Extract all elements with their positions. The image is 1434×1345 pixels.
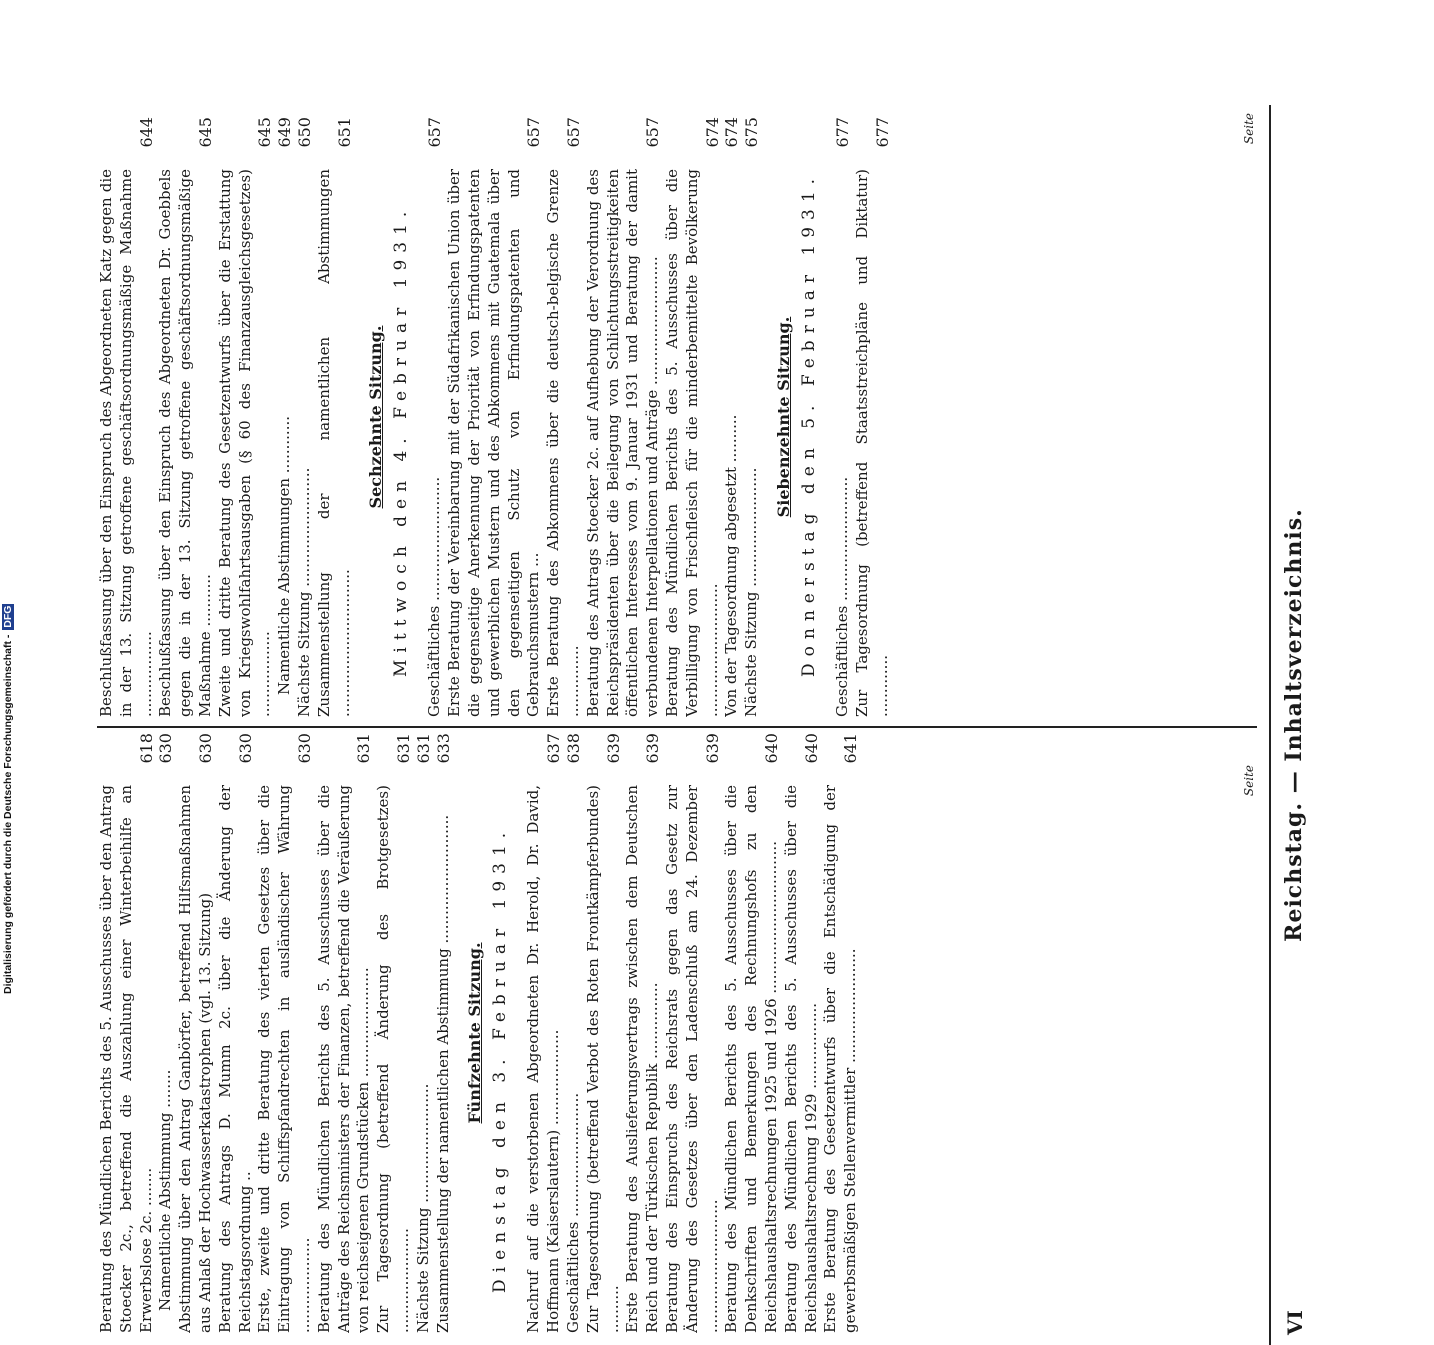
toc-entry-page: 630 bbox=[195, 733, 215, 764]
toc-entry-text: Beschlußfassung über den Einspruch des Abgeordneten Katz gegen die in der 13. Sitzung getroffene geschäftsordnungsmäßige Maßnahme .................. bbox=[97, 169, 155, 717]
page-header bbox=[1277, 105, 1317, 1345]
toc-entry bbox=[524, 733, 564, 1333]
toc-entry-page: 674 bbox=[722, 117, 742, 148]
toc-entry-page: 639 bbox=[603, 733, 623, 764]
toc-entry-text: Nächste Sitzung ......................... bbox=[413, 1083, 432, 1333]
toc-entry-page: 630 bbox=[235, 733, 255, 764]
toc-entry-text: Zur Tagesordnung (betreffend Staatsstreichpläne und Diktatur) ............. bbox=[852, 169, 891, 717]
toc-entry-text: Abstimmung über den Antrag Ganbörfer, betreffend Hilfsmaßnahmen aus Anlaß der Hochwasserkatastrophen (vgl. 13. Sitzung) bbox=[176, 785, 214, 1333]
toc-entry-text: Erste Beratung des Gesetzentwurfs über die Entschädigung der gewerbsmäßigen Stellenvermittler ........................ bbox=[821, 785, 860, 1333]
toc-entry-text: Zweite und dritte Beratung des Gesetzentwurfs über die Erstattung von Kriegswohlfahrtsausgaben (§ 60 des Finanzausgleichsgesetzes) .................. bbox=[215, 169, 274, 717]
toc-entry bbox=[425, 117, 445, 717]
toc-entry-page: 631 bbox=[393, 733, 413, 764]
toc-entry-page: 640 bbox=[761, 733, 781, 764]
toc-entry-text: Erste Beratung des Auslieferungsvertrags zwischen dem Deutschen Reich und der Türkischen Republik ................ bbox=[623, 785, 662, 1333]
dfg-logo: DFG bbox=[2, 605, 14, 628]
toc-entry bbox=[722, 117, 742, 717]
toc-entry-page: 645 bbox=[195, 117, 215, 148]
toc-entry-text: Von der Tagesordnung abgesetzt .......... bbox=[722, 414, 741, 717]
toc-entry-page: 657 bbox=[563, 117, 583, 148]
footer-credit bbox=[2, 604, 14, 994]
toc-entry bbox=[584, 117, 663, 717]
toc-entry-page: 674 bbox=[702, 117, 722, 148]
toc-entry-page: 633 bbox=[433, 733, 453, 764]
toc-entry bbox=[315, 117, 355, 717]
toc-entry bbox=[722, 733, 781, 1333]
toc-entry-text: Geschäftliches .......................... bbox=[425, 476, 444, 717]
toc-entry-page: 618 bbox=[136, 733, 156, 764]
toc-entry bbox=[275, 117, 295, 717]
toc-entry-text: Beratung des Antrags D. Mumm 2c. über die Änderung der Reichstagsordnung .. bbox=[215, 785, 254, 1333]
toc-entry-text: Erste, zweite und dritte Beratung des vierten Gesetzes über die Eintragung von Schiffspfandrechten in ausländischer Währung .................... bbox=[255, 785, 313, 1333]
toc-entry-page: 657 bbox=[643, 117, 663, 148]
toc-entry bbox=[663, 117, 722, 717]
toc-entry-page: 644 bbox=[136, 117, 156, 148]
toc-entry-page: 677 bbox=[832, 117, 852, 148]
running-title: Reichstag. — Inhaltsverzeichnis. bbox=[1281, 508, 1307, 942]
toc-entry-text: Zur Tagesordnung (betreffend Verbot des Roten Frontkämpferbundes) .......... bbox=[583, 785, 622, 1333]
toc-entry-text: Beratung des Mündlichen Berichts des 5. Ausschusses über den Antrag Stoecker 2c., betreffend die Auszahlung einer Winterbeihilfe an Erwerbslose 2c. ........ bbox=[97, 785, 155, 1333]
toc-entry-page: 631 bbox=[354, 733, 374, 764]
toc-entry bbox=[821, 733, 861, 1333]
toc-entry-text: Nächste Sitzung ......................... bbox=[742, 467, 761, 717]
seite-label-right: Seite bbox=[1242, 113, 1256, 145]
toc-entry-text: Namentliche Abstimmung ........ bbox=[156, 1069, 175, 1311]
toc-entry-text: Zur Tagesordnung (betreffend Änderung des Brotgesetzes) ...................... bbox=[374, 785, 412, 1333]
toc-entry bbox=[97, 733, 156, 1333]
toc-entry-text: Beratung des Einspruchs des Reichsrats gegen das Gesetz zur Änderung des Gesetzes über den Ladenschluß am 24. Dezember ............................ bbox=[662, 785, 721, 1333]
toc-entry bbox=[414, 733, 434, 1333]
toc-entry-page: 650 bbox=[294, 117, 314, 148]
toc-entry-page: 641 bbox=[841, 733, 861, 764]
column-divider bbox=[97, 726, 1257, 728]
toc-entry-page: 639 bbox=[643, 733, 663, 764]
toc-entry-page: 637 bbox=[544, 733, 564, 764]
toc-entry bbox=[216, 733, 256, 1333]
sitting-date: Donnerstag den 5. Februar 1931. bbox=[798, 171, 819, 677]
toc-entry-page: 630 bbox=[294, 733, 314, 764]
toc-entry-page: 657 bbox=[524, 117, 544, 148]
toc-entry bbox=[255, 733, 314, 1333]
toc-entry-text: Beschlußfassung über den Einspruch des Abgeordneten Dr. Goebbels gegen die in der 13. Sitzung getroffene geschäftsordnungsmäßige Maßnahme ........... bbox=[156, 169, 214, 717]
toc-entry-text: Geschäftliches .......................... bbox=[832, 476, 851, 717]
toc-entry bbox=[782, 733, 822, 1333]
toc-entry bbox=[584, 733, 624, 1333]
seite-label-left: Seite bbox=[1242, 765, 1256, 797]
toc-entry-text: Beratung des Antrags Stoecker 2c. auf Aufhebung der Verordnung des Reichspräsidenten über die Beilegung von Schlichtungsstreitigkeiten öffentlichen Interesses vom 9. Januar 1931 und Beratung der damit verbundenen Interpellationen und Anträge ........................... bbox=[583, 169, 662, 717]
toc-entry bbox=[216, 117, 275, 717]
toc-entry-text: Zusammenstellung der namentlichen Abstimmungen ............................... bbox=[314, 169, 353, 717]
toc-entry bbox=[445, 117, 544, 717]
toc-entry-text: Erste Beratung der Vereinbarung mit der Südafrikanischen Union über die gegenseitige Anerkennung der Priorität von Erfindungspatenten und gewerblichen Mustern und des Abkommens mit Guatemala über den gegenseitigen Schutz von Erfindungspatenten und Gebrauchsmustern ... bbox=[445, 169, 543, 717]
page-roman-numeral: VI bbox=[1283, 1310, 1307, 1335]
toc-entry-text: Geschäftliches .......................... bbox=[563, 1092, 582, 1333]
toc-entry-text: Beratung des Mündlichen Berichts des 5. Ausschusses über die Denkschriften und Bemerkungen des Rechnungshofs zu den Reichshaushaltsrechnungen 1925 und 1926 ................................ bbox=[722, 785, 780, 1333]
toc-entry bbox=[853, 117, 893, 717]
toc-entry-text: Nächste Sitzung ......................... bbox=[294, 467, 313, 717]
toc-entry-text: Nachruf auf die verstorbenen Abgeordneten Dr. Herold, Dr. David, Hoffmann (Kaiserslautern) .................... bbox=[524, 785, 563, 1333]
toc-entry-page: 640 bbox=[801, 733, 821, 764]
toc-entry-text: Erste Beratung des Abkommens über die deutsch-belgische Grenze ............... bbox=[544, 169, 582, 717]
toc-entry bbox=[434, 733, 454, 1333]
toc-entry-page: 651 bbox=[334, 117, 354, 148]
toc-entry bbox=[374, 733, 414, 1333]
toc-entry bbox=[623, 733, 663, 1333]
header-rule bbox=[1269, 105, 1271, 1345]
sitting-heading: Sechzehnte Sitzung. bbox=[366, 325, 386, 509]
toc-entry bbox=[742, 117, 762, 717]
toc-entry bbox=[544, 117, 584, 717]
toc-entry-text: Zusammenstellung der namentlichen Abstimmung ........................... bbox=[433, 814, 452, 1333]
toc-entry-page: 675 bbox=[742, 117, 762, 148]
toc-entry-text: Beratung des Mündlichen Berichts des 5. Ausschusses über die Verbilligung von Frischfleisch für die minderbemittelte Bevölkerung ............................ bbox=[662, 169, 721, 717]
toc-entry bbox=[176, 733, 216, 1333]
sitting-date: Dienstag den 3. Februar 1931. bbox=[490, 825, 511, 1293]
toc-entry-page: 677 bbox=[872, 117, 892, 148]
toc-entry-page: 639 bbox=[702, 733, 722, 764]
toc-entry bbox=[156, 117, 215, 717]
toc-entry-text: Beratung des Mündlichen Berichts des 5. Ausschusses über die Reichshaushaltsrechnung 1929 .................. bbox=[781, 785, 820, 1333]
left-column bbox=[97, 733, 1257, 1333]
toc-entry bbox=[833, 117, 853, 717]
toc-entry-text: Namentliche Abstimmungen ............ bbox=[275, 415, 294, 695]
toc-entry-page: 638 bbox=[563, 733, 583, 764]
toc-entry-page: 649 bbox=[275, 117, 295, 148]
rotated-page bbox=[97, 105, 1331, 1345]
toc-entry bbox=[156, 733, 176, 1333]
toc-entry-page: 645 bbox=[255, 117, 275, 148]
credit-text: Digitalisierung gefördert durch die Deutsche Forschungsgemeinschaft - bbox=[2, 634, 14, 994]
toc-entry bbox=[295, 117, 315, 717]
toc-entry-text: Beratung des Mündlichen Berichts des 5. Ausschusses über die Anträge des Reichsministers der Finanzen, betreffend die Veräußerung von reichseigenen Grundstücken ....................... bbox=[314, 785, 373, 1333]
toc-entry bbox=[97, 117, 156, 717]
right-column bbox=[97, 117, 1257, 717]
toc-entry bbox=[564, 733, 584, 1333]
toc-entry-page: 631 bbox=[413, 733, 433, 764]
toc-entry bbox=[663, 733, 722, 1333]
toc-entry-page: 657 bbox=[425, 117, 445, 148]
toc-entry bbox=[315, 733, 374, 1333]
sitting-heading: Siebenzehnte Sitzung. bbox=[773, 316, 793, 518]
sitting-date: Mittwoch den 4. Februar 1931. bbox=[391, 204, 412, 677]
sitting-heading: Fünfzehnte Sitzung. bbox=[465, 942, 485, 1124]
toc-entry-page: 630 bbox=[156, 733, 176, 764]
